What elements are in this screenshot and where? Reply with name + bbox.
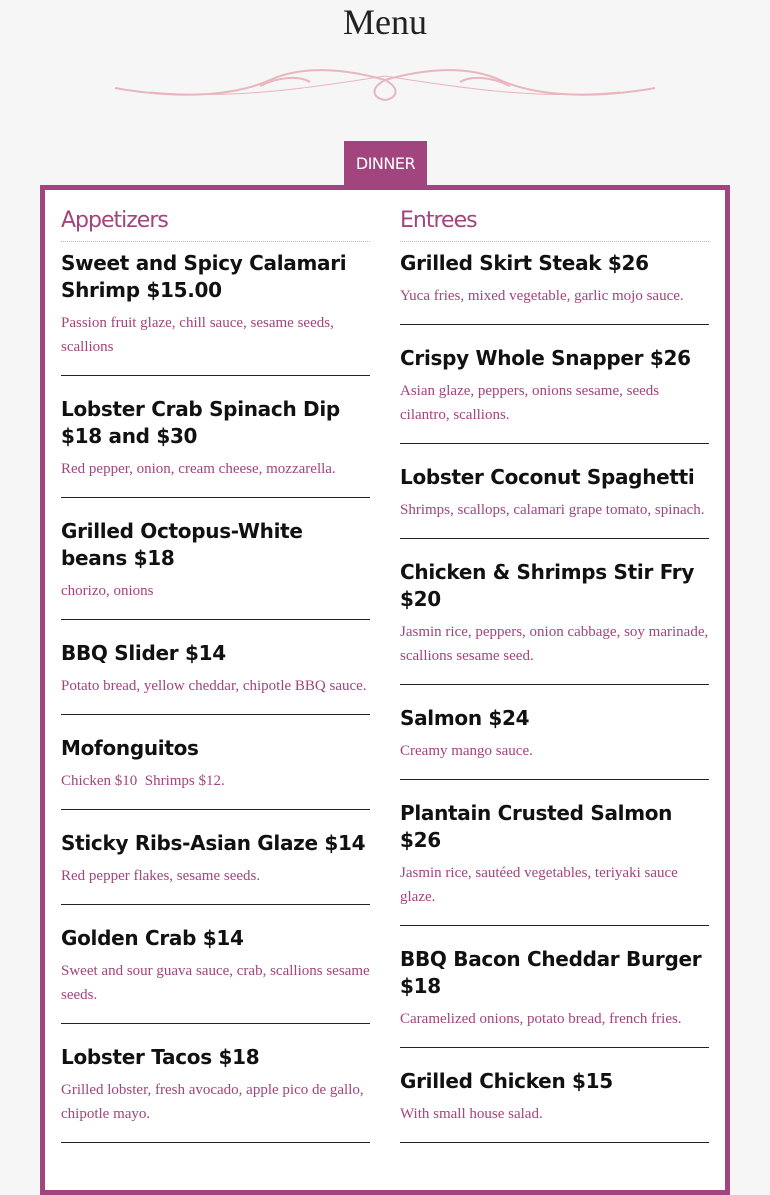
menu-item-name: Mofonguitos bbox=[61, 736, 199, 760]
menu-item-name: Plantain Crusted Salmon $26 bbox=[400, 801, 673, 852]
entrees-column bbox=[400, 206, 712, 1163]
menu-panel bbox=[40, 185, 730, 1195]
entree-list bbox=[400, 250, 712, 1143]
menu-item bbox=[61, 925, 374, 1024]
menu-item-name: BBQ Slider $14 bbox=[61, 641, 226, 665]
menu-item bbox=[61, 640, 370, 715]
menu-item bbox=[61, 1044, 370, 1143]
menu-item-name: Chicken & Shrimps Stir Fry $20 bbox=[400, 560, 695, 611]
menu-item bbox=[400, 800, 709, 926]
menu-item bbox=[400, 559, 712, 685]
menu-item-name: Salmon $24 bbox=[400, 706, 530, 730]
menu-item bbox=[400, 345, 709, 444]
menu-item-description: chorizo, onions bbox=[61, 583, 154, 599]
menu-item-name: Grilled Octopus-White beans $18 bbox=[61, 519, 303, 570]
appetizers-heading: Appetizers bbox=[61, 206, 370, 242]
appetizers-column bbox=[61, 206, 374, 1163]
menu-item-description: Red pepper flakes, sesame seeds. bbox=[61, 868, 261, 884]
menu-item bbox=[61, 735, 370, 810]
menu-item bbox=[61, 518, 370, 620]
menu-item-name: Lobster Crab Spinach Dip $18 and $30 bbox=[61, 397, 340, 448]
menu-item-name: BBQ Bacon Cheddar Burger $18 bbox=[400, 947, 702, 998]
menu-item-name: Grilled Chicken $15 bbox=[400, 1069, 613, 1093]
menu-item bbox=[400, 1068, 709, 1143]
menu-item-description: Creamy mango sauce. bbox=[400, 743, 533, 759]
menu-item bbox=[61, 250, 370, 376]
menu-item bbox=[400, 946, 709, 1048]
menu-item bbox=[400, 464, 709, 539]
menu-item-description: Passion fruit glaze, chill sauce, sesame seeds, scallions bbox=[61, 315, 338, 355]
menu-item-description: Caramelized onions, potato bread, french fries. bbox=[400, 1011, 682, 1027]
menu-item-name: Grilled Skirt Steak $26 bbox=[400, 251, 649, 275]
menu-item-name: Golden Crab $14 bbox=[61, 926, 244, 950]
menu-item-name: Lobster Tacos $18 bbox=[61, 1045, 260, 1069]
page-title: Menu bbox=[343, 2, 427, 42]
tab-dinner[interactable]: DINNER bbox=[344, 141, 427, 187]
menu-item bbox=[400, 250, 709, 325]
menu-item-description: Red pepper, onion, cream cheese, mozzarella. bbox=[61, 461, 336, 477]
menu-item bbox=[61, 830, 370, 905]
appetizer-list bbox=[61, 250, 374, 1143]
menu-item-description: Yuca fries, mixed vegetable, garlic mojo sauce. bbox=[400, 288, 684, 304]
menu-item-description: Sweet and sour guava sauce, crab, scallions sesame seeds. bbox=[61, 963, 374, 1003]
menu-item-description: Shrimps, scallops, calamari grape tomato, spinach. bbox=[400, 502, 705, 518]
menu-item-name: Crispy Whole Snapper $26 bbox=[400, 346, 691, 370]
flourish-divider bbox=[110, 58, 660, 104]
menu-item bbox=[61, 396, 370, 498]
menu-item-description: Asian glaze, peppers, onions sesame, seeds cilantro, scallions. bbox=[400, 383, 663, 423]
menu-item-description: Jasmin rice, sautéed vegetables, teriyaki sauce glaze. bbox=[400, 865, 682, 905]
entrees-heading: Entrees bbox=[400, 206, 709, 242]
menu-item-name: Sweet and Spicy Calamari Shrimp $15.00 bbox=[61, 251, 347, 302]
menu-item bbox=[400, 705, 709, 780]
menu-item-name: Lobster Coconut Spaghetti bbox=[400, 465, 695, 489]
menu-item-description: Grilled lobster, fresh avocado, apple pico de gallo, chipotle mayo. bbox=[61, 1082, 368, 1122]
menu-item-name: Sticky Ribs-Asian Glaze $14 bbox=[61, 831, 366, 855]
menu-item-description: Chicken $10 Shrimps $12. bbox=[61, 773, 225, 789]
menu-item-description: With small house salad. bbox=[400, 1106, 543, 1122]
menu-item-description: Jasmin rice, peppers, onion cabbage, soy marinade, scallions sesame seed. bbox=[400, 624, 712, 664]
menu-item-description: Potato bread, yellow cheddar, chipotle BBQ sauce. bbox=[61, 678, 367, 694]
